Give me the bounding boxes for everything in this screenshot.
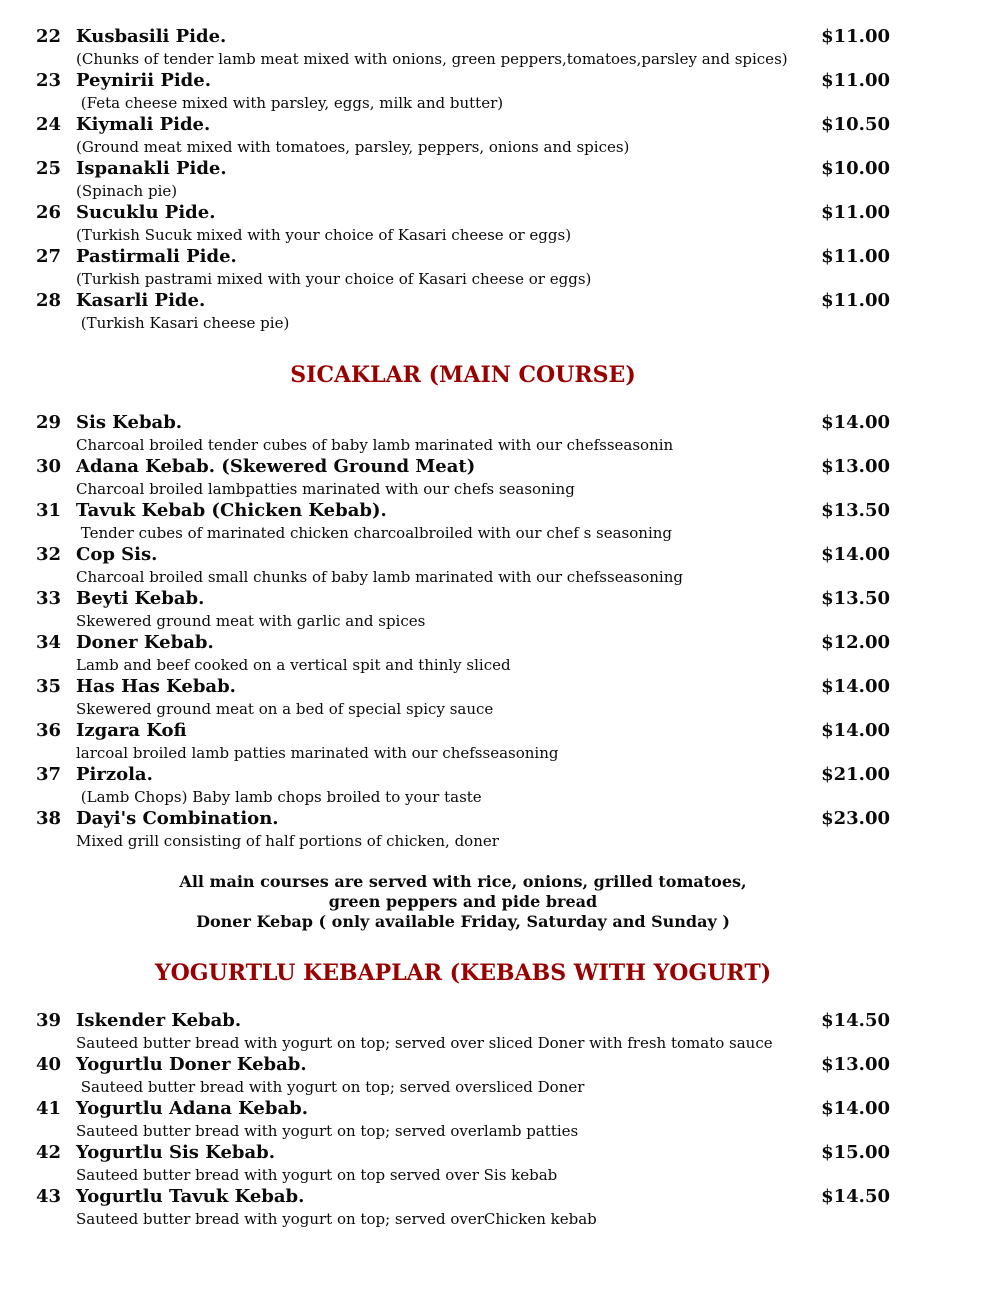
menu-item-row bbox=[36, 764, 890, 808]
item-price: $12.00 bbox=[821, 632, 890, 653]
item-description: (Chunks of tender lamb meat mixed with onions, green peppers,tomatoes,parsley and spices) bbox=[76, 50, 788, 68]
item-price: $23.00 bbox=[821, 808, 890, 829]
menu-item-row bbox=[36, 808, 890, 852]
item-price: $14.50 bbox=[821, 1186, 890, 1207]
item-description: larcoal broiled lamb patties marinated with our chefsseasoning bbox=[76, 744, 559, 762]
item-title-row bbox=[36, 588, 890, 610]
item-description: Tender cubes of marinated chicken charcoalbroiled with our chef s seasoning bbox=[76, 524, 673, 542]
menu-item-row bbox=[36, 158, 890, 202]
item-name: Iskender Kebab. bbox=[76, 1010, 242, 1031]
menu-item-row bbox=[36, 246, 890, 290]
item-title-row bbox=[36, 114, 890, 136]
item-description: Charcoal broiled small chunks of baby lamb marinated with our chefsseasoning bbox=[76, 568, 683, 586]
item-number: 28 bbox=[36, 290, 62, 311]
item-title-row bbox=[36, 676, 890, 698]
item-description: (Feta cheese mixed with parsley, eggs, milk and butter) bbox=[76, 94, 504, 112]
item-description: (Spinach pie) bbox=[76, 182, 178, 200]
item-name: Kusbasili Pide. bbox=[76, 26, 227, 47]
menu-item-row bbox=[36, 676, 890, 720]
item-name: Izgara Kofi bbox=[76, 720, 187, 741]
menu-item-row bbox=[36, 544, 890, 588]
menu-item-row bbox=[36, 114, 890, 158]
item-name: Ispanakli Pide. bbox=[76, 158, 227, 179]
item-title-row bbox=[36, 70, 890, 92]
item-price: $13.00 bbox=[821, 1054, 890, 1075]
item-title-row bbox=[36, 500, 890, 522]
item-title-row bbox=[36, 1010, 890, 1032]
item-price: $11.00 bbox=[821, 246, 890, 267]
menu-item-row bbox=[36, 588, 890, 632]
section-footnotes bbox=[158, 872, 768, 932]
item-price: $13.00 bbox=[821, 456, 890, 477]
item-title-row bbox=[36, 632, 890, 654]
item-number: 41 bbox=[36, 1098, 62, 1119]
item-price: $11.00 bbox=[821, 290, 890, 311]
item-title-row bbox=[36, 26, 890, 48]
item-name: Sis Kebab. bbox=[76, 412, 183, 433]
item-title-row bbox=[36, 1098, 890, 1120]
item-title-row bbox=[36, 158, 890, 180]
item-title-row bbox=[36, 1186, 890, 1208]
item-title-row bbox=[36, 764, 890, 786]
menu-item-row bbox=[36, 412, 890, 456]
item-price: $14.00 bbox=[821, 676, 890, 697]
item-description: (Turkish Sucuk mixed with your choice of Kasari cheese or eggs) bbox=[76, 226, 572, 244]
item-price: $10.00 bbox=[821, 158, 890, 179]
item-price: $10.50 bbox=[821, 114, 890, 135]
item-description: Mixed grill consisting of half portions of chicken, doner bbox=[76, 832, 499, 850]
item-title-row bbox=[36, 456, 890, 478]
item-title-row bbox=[36, 720, 890, 742]
item-price: $13.50 bbox=[821, 588, 890, 609]
item-title-row bbox=[36, 544, 890, 566]
item-name: Yogurtlu Sis Kebab. bbox=[76, 1142, 275, 1163]
item-name: Kiymali Pide. bbox=[76, 114, 211, 135]
item-name: Tavuk Kebab (Chicken Kebab). bbox=[76, 500, 387, 521]
item-number: 36 bbox=[36, 720, 62, 741]
item-title-row bbox=[36, 246, 890, 268]
item-name: Cop Sis. bbox=[76, 544, 158, 565]
menu-item-row bbox=[36, 1054, 890, 1098]
item-name: Peynirii Pide. bbox=[76, 70, 211, 91]
menu-item-row bbox=[36, 26, 890, 70]
item-description: Skewered ground meat on a bed of special spicy sauce bbox=[76, 700, 494, 718]
item-price: $13.50 bbox=[821, 500, 890, 521]
item-title-row bbox=[36, 412, 890, 434]
item-name: Has Has Kebab. bbox=[76, 676, 236, 697]
item-description: Charcoal broiled tender cubes of baby lamb marinated with our chefsseasonin bbox=[76, 436, 674, 454]
item-number: 22 bbox=[36, 26, 62, 47]
item-number: 29 bbox=[36, 412, 62, 433]
item-number: 32 bbox=[36, 544, 62, 565]
item-price: $21.00 bbox=[821, 764, 890, 785]
item-number: 23 bbox=[36, 70, 62, 91]
item-price: $11.00 bbox=[821, 70, 890, 91]
item-name: Pirzola. bbox=[76, 764, 153, 785]
menu-footnote: Doner Kebap ( only available Friday, Saturday and Sunday ) bbox=[196, 912, 730, 931]
menu-item-row bbox=[36, 70, 890, 114]
item-title-row bbox=[36, 1054, 890, 1076]
menu-item-row bbox=[36, 202, 890, 246]
item-price: $14.00 bbox=[821, 544, 890, 565]
menu-item-row bbox=[36, 1098, 890, 1142]
item-description: Lamb and beef cooked on a vertical spit and thinly sliced bbox=[76, 656, 511, 674]
menu-item-row bbox=[36, 456, 890, 500]
item-number: 39 bbox=[36, 1010, 62, 1031]
item-number: 31 bbox=[36, 500, 62, 521]
item-number: 33 bbox=[36, 588, 62, 609]
menu-item-row bbox=[36, 1186, 890, 1230]
section-heading: SICAKLAR (MAIN COURSE) bbox=[290, 362, 636, 388]
item-description: Sauteed butter bread with yogurt on top; served over sliced Doner with fresh tomato sauce bbox=[76, 1034, 773, 1052]
item-description: Skewered ground meat with garlic and spices bbox=[76, 612, 426, 630]
item-number: 26 bbox=[36, 202, 62, 223]
menu-item-row bbox=[36, 290, 890, 334]
item-description: Sauteed butter bread with yogurt on top; served overlamb patties bbox=[76, 1122, 579, 1140]
item-title-row bbox=[36, 1142, 890, 1164]
item-price: $15.00 bbox=[821, 1142, 890, 1163]
item-name: Doner Kebab. bbox=[76, 632, 214, 653]
item-description: Sauteed butter bread with yogurt on top; served oversliced Doner bbox=[76, 1078, 585, 1096]
item-name: Adana Kebab. (Skewered Ground Meat) bbox=[76, 456, 476, 477]
item-number: 42 bbox=[36, 1142, 62, 1163]
menu-item-row bbox=[36, 720, 890, 764]
item-price: $14.00 bbox=[821, 720, 890, 741]
item-description: Charcoal broiled lambpatties marinated with our chefs seasoning bbox=[76, 480, 575, 498]
item-name: Dayi's Combination. bbox=[76, 808, 279, 829]
item-number: 43 bbox=[36, 1186, 62, 1207]
item-number: 27 bbox=[36, 246, 62, 267]
item-number: 34 bbox=[36, 632, 62, 653]
item-description: (Lamb Chops) Baby lamb chops broiled to your taste bbox=[76, 788, 482, 806]
item-description: (Ground meat mixed with tomatoes, parsley, peppers, onions and spices) bbox=[76, 138, 630, 156]
menu-item-row bbox=[36, 632, 890, 676]
item-number: 37 bbox=[36, 764, 62, 785]
item-name: Sucuklu Pide. bbox=[76, 202, 216, 223]
item-name: Beyti Kebab. bbox=[76, 588, 205, 609]
item-price: $14.00 bbox=[821, 1098, 890, 1119]
item-description: Sauteed butter bread with yogurt on top served over Sis kebab bbox=[76, 1166, 558, 1184]
item-number: 30 bbox=[36, 456, 62, 477]
section-heading: YOGURTLU KEBAPLAR (KEBABS WITH YOGURT) bbox=[154, 960, 772, 986]
item-name: Yogurtlu Doner Kebab. bbox=[76, 1054, 307, 1075]
item-number: 25 bbox=[36, 158, 62, 179]
item-price: $14.00 bbox=[821, 412, 890, 433]
item-description: (Turkish Kasari cheese pie) bbox=[76, 314, 290, 332]
item-number: 35 bbox=[36, 676, 62, 697]
item-description: (Turkish pastrami mixed with your choice of Kasari cheese or eggs) bbox=[76, 270, 592, 288]
item-number: 40 bbox=[36, 1054, 62, 1075]
item-description: Sauteed butter bread with yogurt on top; served overChicken kebab bbox=[76, 1210, 597, 1228]
item-name: Yogurtlu Tavuk Kebab. bbox=[76, 1186, 305, 1207]
item-price: $14.50 bbox=[821, 1010, 890, 1031]
menu-content bbox=[36, 26, 890, 1230]
item-title-row bbox=[36, 202, 890, 224]
menu-item-row bbox=[36, 1142, 890, 1186]
menu-footnote: All main courses are served with rice, onions, grilled tomatoes, green peppers and pide bread bbox=[179, 872, 747, 911]
item-title-row bbox=[36, 290, 890, 312]
menu-item-row bbox=[36, 500, 890, 544]
item-price: $11.00 bbox=[821, 26, 890, 47]
item-name: Pastirmali Pide. bbox=[76, 246, 237, 267]
item-title-row bbox=[36, 808, 890, 830]
item-number: 24 bbox=[36, 114, 62, 135]
menu-item-row bbox=[36, 1010, 890, 1054]
item-number: 38 bbox=[36, 808, 62, 829]
item-name: Kasarli Pide. bbox=[76, 290, 206, 311]
item-name: Yogurtlu Adana Kebab. bbox=[76, 1098, 308, 1119]
item-price: $11.00 bbox=[821, 202, 890, 223]
